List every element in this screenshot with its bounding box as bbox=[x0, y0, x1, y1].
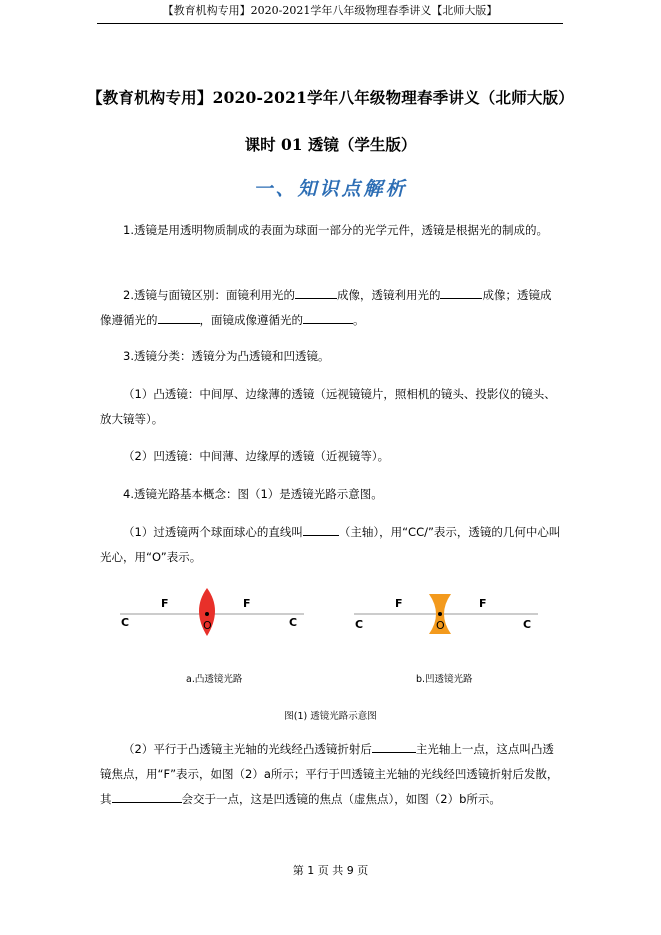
optical-center-dot bbox=[205, 612, 209, 616]
paragraph-8 bbox=[100, 737, 562, 812]
figure-caption: 图(1) 透镜光路示意图 bbox=[284, 711, 377, 722]
label-o: O bbox=[436, 619, 445, 632]
label-f-left: F bbox=[161, 597, 169, 610]
concave-caption: b.凹透镜光路 bbox=[416, 674, 473, 685]
running-header: 【教育机构专用】2020-2021学年八年级物理春季讲义【北师大版】 bbox=[97, 3, 563, 24]
paragraph-4: （1）凸透镜：中间厚、边缘薄的透镜（远视镜镜片，照相机的镜头、投影仪的镜头、放大镜等）。 bbox=[100, 387, 556, 426]
paragraph-8-text-b: 主光轴上一点，这点叫凸透镜焦点，用“F”表示，如图（2）a所示；平行于凹透镜主光轴的光线经凹透镜折射后发散，其 bbox=[100, 742, 559, 806]
blank-line bbox=[303, 521, 339, 536]
label-c-right: C bbox=[289, 616, 298, 629]
lesson-title: 课时 01 透镜（学生版） bbox=[244, 135, 417, 154]
blank-line bbox=[372, 738, 416, 753]
paragraph-2-text-b: 成像，透镜利用光的 bbox=[336, 288, 441, 302]
label-c-left: C bbox=[121, 616, 130, 629]
blank-line bbox=[303, 309, 353, 324]
paragraph-5: （2）凹透镜：中间薄、边缘厚的透镜（近视镜等）。 bbox=[123, 449, 390, 463]
blank-line bbox=[112, 788, 182, 803]
label-c-right: C bbox=[523, 618, 532, 631]
paragraph-7 bbox=[100, 520, 562, 570]
document-title: 【教育机构专用】2020-2021学年八年级物理春季讲义（北师大版） bbox=[86, 88, 574, 107]
paragraph-7-text-b: （主轴），用“CC/”表示，透镜的几何中心叫光心，用“O”表示。 bbox=[100, 525, 561, 564]
section-heading: 一、知识点解析 bbox=[253, 178, 408, 200]
concave-lens-figure bbox=[354, 594, 538, 634]
paragraph-2-text-a: 2.透镜与面镜区别：面镜利用光的 bbox=[123, 288, 295, 302]
lens-diagram bbox=[110, 586, 550, 656]
label-o: O bbox=[203, 619, 212, 632]
page-footer: 第 1 页 共 9 页 bbox=[292, 864, 369, 877]
label-f-right: F bbox=[479, 597, 487, 610]
paragraph-8-text-c: 会交于一点，这是凹透镜的焦点（虚焦点），如图（2）b所示。 bbox=[181, 792, 501, 806]
label-c-left: C bbox=[355, 618, 364, 631]
paragraph-2-text-d: ，面镜成像遵循光的 bbox=[199, 313, 303, 327]
paragraph-3: 3.透镜分类：透镜分为凸透镜和凹透镜。 bbox=[123, 349, 330, 363]
paragraph-8-text-a: （2）平行于凸透镜主光轴的光线经凸透镜折射后 bbox=[123, 742, 372, 756]
blank-line bbox=[295, 284, 337, 299]
convex-lens-figure bbox=[120, 588, 304, 636]
blank-line bbox=[158, 309, 200, 324]
paragraph-2 bbox=[100, 283, 562, 333]
optical-center-dot bbox=[438, 612, 442, 616]
paragraph-2-text-e: 。 bbox=[353, 313, 365, 327]
paragraph-7-text-a: （1）过透镜两个球面球心的直线叫 bbox=[123, 525, 303, 539]
paragraph-1: 1.透镜是用透明物质制成的表面为球面一部分的光学元件，透镜是根据光的制成的。 bbox=[123, 223, 548, 237]
paragraph-2-text-c: 成像；透镜成像遵循光的 bbox=[100, 288, 552, 327]
paragraph-6: 4.透镜光路基本概念：图（1）是透镜光路示意图。 bbox=[123, 487, 383, 501]
convex-caption: a.凸透镜光路 bbox=[186, 674, 243, 685]
label-f-left: F bbox=[395, 597, 403, 610]
blank-line bbox=[440, 284, 482, 299]
label-f-right: F bbox=[243, 597, 251, 610]
